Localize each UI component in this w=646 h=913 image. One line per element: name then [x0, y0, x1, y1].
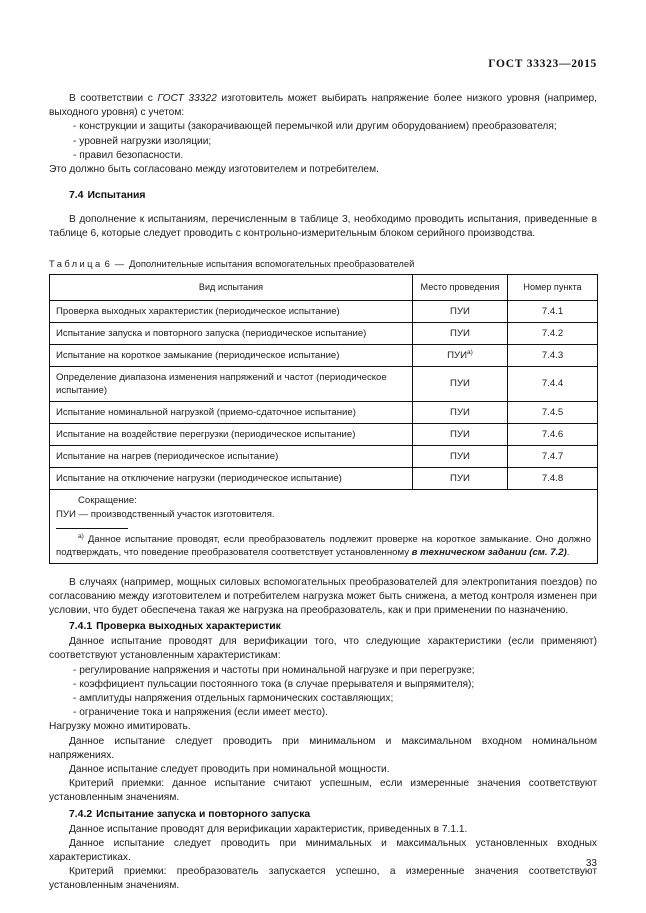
cell-place-text: ПУИ [447, 349, 467, 361]
section-7-4-1-paragraph-2: Нагрузку можно имитировать. [49, 721, 191, 733]
cell-kind: Испытание номинальной нагрузкой (приемо-сдаточное испытание) [50, 401, 413, 423]
cell-place-text: ПУИ [450, 406, 470, 418]
heading-7-4-1-title: Проверка выходных характеристик [96, 621, 281, 633]
cell-kind: Испытание на воздействие перегрузки (периодическое испытание) [50, 423, 413, 445]
column-header-kind: Вид испытания [50, 274, 413, 300]
table-row [50, 300, 598, 322]
cell-place-text: ПУИ [450, 378, 470, 390]
section-7-4-1-bullet-3: - амплитуды напряжения отдельных гармонических составляющих; [73, 693, 394, 705]
caption-word: Таблица [49, 257, 103, 269]
section-7-4-1-bullet-2: - коэффициент пульсации постоянного тока (в случае прерывателя и выпрямителя); [73, 678, 475, 690]
table-footnotes [50, 489, 598, 563]
cell-kind: Определение диапазона изменения напряжений и частот (периодическое испытание) [50, 366, 413, 401]
cell-place-text: ПУИ [450, 450, 470, 462]
heading-7-4-1-number: 7.4.1 [69, 621, 93, 633]
section-7-4-1-paragraph-4: Данное испытание следует проводить при номинальной мощности. [69, 764, 390, 776]
footnote-divider [56, 528, 128, 529]
cell-place [413, 445, 508, 467]
cell-clause: 7.4.8 [508, 467, 598, 489]
table-header-row [50, 274, 598, 300]
intro-bullet-1: - конструкции и защиты (закорачивающей перемычкой или другим оборудованием) преобразователя; [73, 121, 557, 133]
cell-place [413, 322, 508, 344]
cell-clause: 7.4.2 [508, 322, 598, 344]
standard-header: ГОСТ 33323—2015 [488, 58, 597, 70]
cell-clause: 7.4.5 [508, 401, 598, 423]
cell-place-text: ПУИ [450, 305, 470, 317]
column-header-clause: Номер пункта [508, 274, 598, 300]
intro-paragraph-1 [49, 92, 597, 120]
heading-7-4-2-number: 7.4.2 [69, 808, 93, 820]
cell-kind: Испытание на отключение нагрузки (периодическое испытание) [50, 467, 413, 489]
cell-clause: 7.4.6 [508, 423, 598, 445]
cell-place-text: ПУИ [450, 327, 470, 339]
intro-bullet-3: - правил безопасности. [73, 149, 184, 161]
cell-kind: Испытание запуска и повторного запуска (периодическое испытание) [50, 322, 413, 344]
cell-clause: 7.4.1 [508, 300, 598, 322]
caption-number: 6 [104, 257, 110, 269]
cell-place [413, 344, 508, 366]
cell-kind: Проверка выходных характеристик (периодическое испытание) [50, 300, 413, 322]
cell-place-text: ПУИ [450, 472, 470, 484]
cell-clause: 7.4.4 [508, 366, 598, 401]
cell-kind: Испытание на короткое замыкание (периодическое испытание) [50, 344, 413, 366]
cell-place [413, 300, 508, 322]
section-7-4-2-paragraph-2: Данное испытание следует проводить при минимальных и максимальных установленных входных характеристиках. [49, 837, 597, 864]
page-content [49, 58, 597, 894]
cell-kind: Испытание на нагрев (периодическое испытание) [50, 445, 413, 467]
cell-place-text: ПУИ [450, 428, 470, 440]
section-7-4-1-paragraph-5: Критерий приемки: данное испытание считают успешным, если измеренные значения соответствуют установленным значениям. [49, 778, 597, 804]
table-row [50, 423, 598, 445]
heading-7-4-2 [49, 808, 597, 822]
footnote-a [56, 533, 591, 559]
intro-p1-part-b: изготовитель может выбирать напряжение более низкого уровня (например, выходного уровня) с учетом: [49, 93, 597, 119]
intro-paragraph-2: Это должно быть согласовано между изготовителем и потребителем. [49, 164, 379, 176]
caption-text: Дополнительные испытания вспомогательных преобразователей [129, 257, 415, 269]
page-number: 33 [585, 858, 597, 869]
section-7-4-1-paragraph-1: Данное испытание проводят для верификации того, что следующие характеристики (если применяют) соответствуют установленным характеристикам: [49, 636, 597, 662]
heading-7-4-1 [49, 620, 597, 634]
section-7-4-1-bullet-4: - ограничение тока и напряжения (если имеет место). [73, 707, 328, 719]
section-7-4-1-paragraph-3: Данное испытание следует проводить при минимальном и максимальном входном номинальном напряжениях. [49, 735, 597, 761]
table-row [50, 344, 598, 366]
cell-place [413, 366, 508, 401]
intro-bullet-2: - уровней нагрузки изоляции; [73, 135, 212, 147]
table-row [50, 322, 598, 344]
after-table-paragraph: В случаях (например, мощных силовых вспомогательных преобразователей для электропитания поездов) по согласованию между изготовителем и потребителем нагрузка может быть снижена, а метод контроля изменен при условии, что будет обеспечена такая же нагрузка на преобразователь, как и при применении по назначению. [49, 576, 597, 617]
heading-7-4-2-title: Испытание запуска и повторного запуска [96, 808, 311, 820]
abbreviation-title: Сокращение: [78, 494, 137, 506]
heading-7-4 [49, 189, 597, 203]
table-row [50, 366, 598, 401]
table-6 [49, 274, 598, 564]
gost-reference: ГОСТ 33322 [157, 93, 217, 104]
caption-dash: — [114, 257, 125, 269]
section-7-4-2-paragraph-3: Критерий приемки: преобразователь запускается успешно, а измеренные значения соответствуют установленным значениям. [49, 866, 597, 892]
section-7-4-paragraph: В дополнение к испытаниям, перечисленным в таблице 3, необходимо проводить испытания, приведенные в таблице 6, которые следует проводить с контрольно-измерительным блоком серийного производства. [49, 214, 597, 240]
cell-place [413, 467, 508, 489]
footnote-text-a: Данное испытание проводят, если преобразователь подлежит проверке на короткое замыкание. Оно должно подтверждать, что поведение преобразователя соответствует установленному [56, 533, 591, 558]
heading-7-4-title: Испытания [87, 190, 146, 202]
section-7-4-1-bullet-1: - регулирование напряжения и частоты при номинальной нагрузке и при перегрузке; [73, 664, 475, 676]
cell-clause: 7.4.3 [508, 344, 598, 366]
table-row [50, 445, 598, 467]
cell-place [413, 401, 508, 423]
footnote-marker: а) [78, 532, 84, 540]
cell-clause: 7.4.7 [508, 445, 598, 467]
cell-place [413, 423, 508, 445]
footnote-text-b: . [566, 546, 570, 558]
table-row [50, 467, 598, 489]
table-6-caption [49, 257, 597, 270]
abbreviation-text: ПУИ — производственный участок изготовителя. [56, 508, 275, 520]
column-header-place: Место проведения [413, 274, 508, 300]
table-row [50, 401, 598, 423]
intro-p1-part-a: В соответствии с [69, 93, 158, 104]
table-footer-row [50, 489, 598, 563]
cell-place-footnote-marker: а) [467, 348, 473, 356]
section-7-4-2-paragraph-1: Данное испытание проводят для верификации характеристик, приведенных в 7.1.1. [69, 823, 468, 835]
heading-7-4-number: 7.4 [69, 190, 84, 202]
footnote-text-emphasis: в техническом задании (см. 7.2) [411, 546, 567, 558]
